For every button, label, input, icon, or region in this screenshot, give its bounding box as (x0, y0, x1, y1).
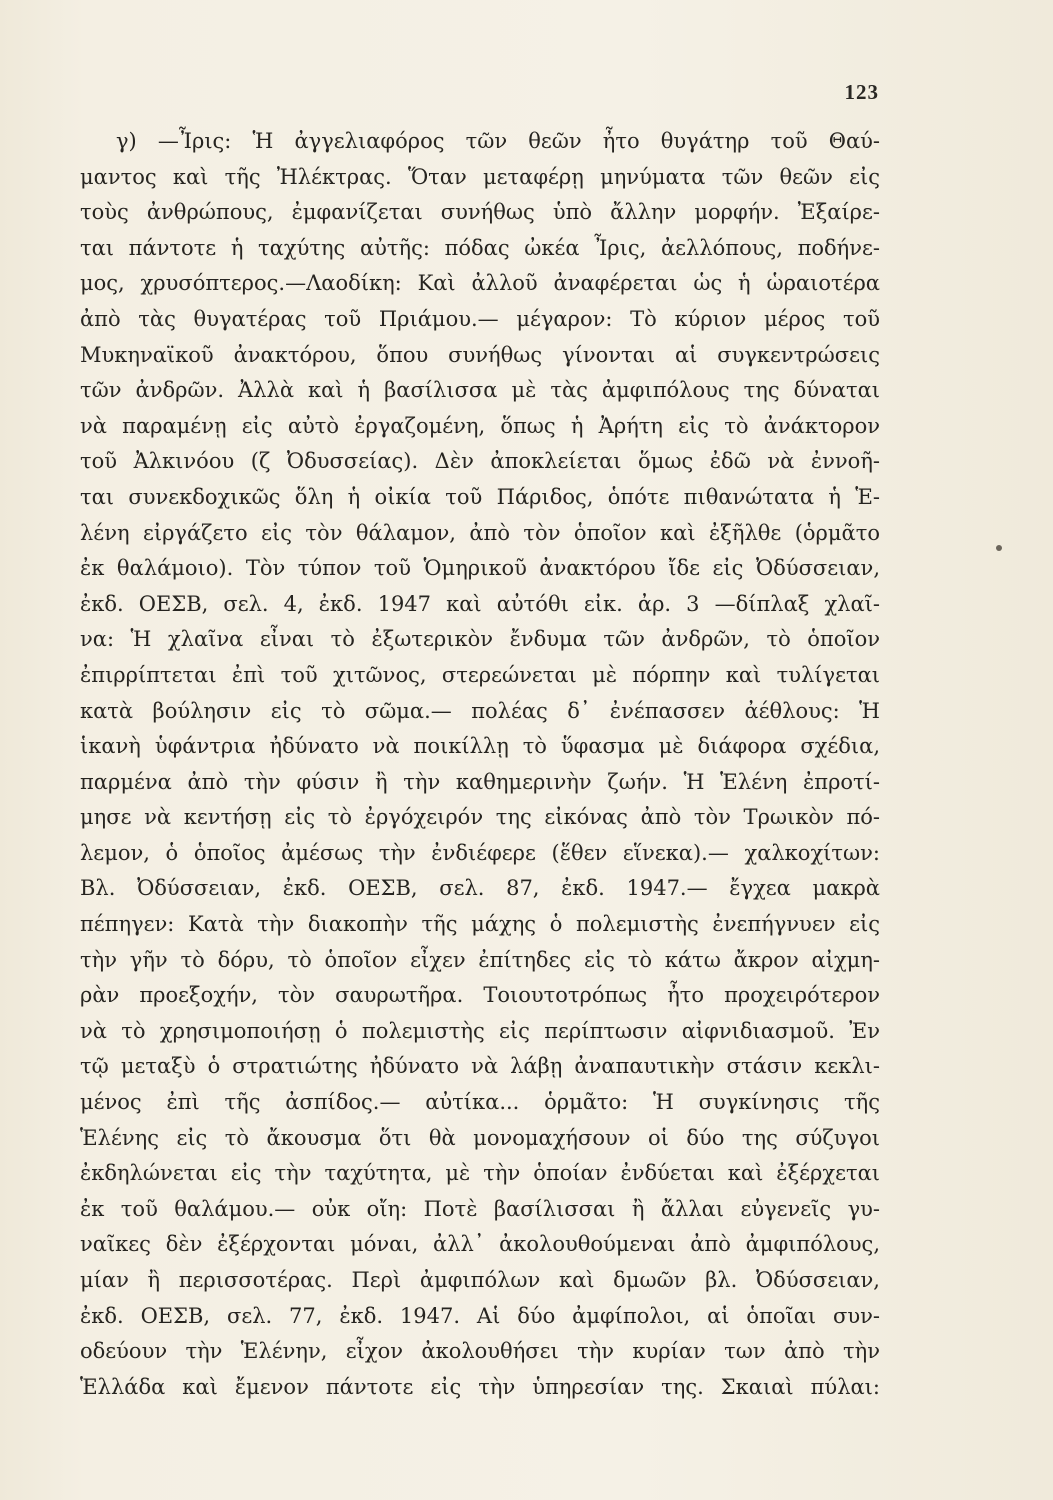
text-line: μησε νὰ κεντήσῃ εἰς τὸ ἐργόχειρόν της εἰκόνας ἀπὸ τὸν Τρωικὸν πό- (80, 805, 880, 830)
text-line: ἐκδ. ΟΕΣΒ, σελ. 77, ἐκδ. 1947. Αἱ δύο ἀμφίπολοι, αἱ ὁποῖαι συν- (80, 1303, 880, 1328)
text-line: λένη εἰργάζετο εἰς τὸν θάλαμον, ἀπὸ τὸν ὁποῖον καὶ ἐξῆλθε (ὁρμᾶτο (80, 520, 880, 545)
text-line: ἐπιρρίπτεται ἐπὶ τοῦ χιτῶνος, στερεώνεται μὲ πόρπην καὶ τυλίγεται (80, 662, 880, 687)
text-line: οδεύουν τὴν Ἑλένην, εἶχον ἀκολουθήσει τὴν κυρίαν των ἀπὸ τὴν (80, 1339, 880, 1364)
text-line: μίαν ἢ περισσοτέρας. Περὶ ἀμφιπόλων καὶ δμωῶν βλ. Ὀδύσσειαν, (80, 1268, 880, 1292)
text-line: γ) —Ἶρις: Ἡ ἀγγελιαφόρος τῶν θεῶν ἦτο θυγάτηρ τοῦ Θαύ- (116, 129, 880, 153)
text-line: να: Ἡ χλαῖνα εἶναι τὸ ἐξωτερικὸν ἔνδυμα τῶν ἀνδρῶν, τὸ ὁποῖον (80, 627, 880, 652)
text-line: τὴν γῆν τὸ δόρυ, τὸ ὁποῖον εἶχεν ἐπίτηδες εἰς τὸ κάτω ἄκρον αἰχμη- (80, 947, 880, 972)
commentary-text (80, 124, 880, 1405)
text-line: ται συνεκδοχικῶς ὅλη ἡ οἰκία τοῦ Πάριδος, ὁπότε πιθανώτατα ἡ Ἑ- (80, 484, 880, 509)
text-line: τοὺς ἀνθρώπους, ἐμφανίζεται συνήθως ὑπὸ ἄλλην μορφήν. Ἐξαίρε- (80, 200, 880, 225)
text-line: Ἑλλάδα καὶ ἔμενον πάντοτε εἰς τὴν ὑπηρεσίαν της. Σκαιαὶ πύλαι: (80, 1374, 880, 1399)
text-line: πέπηγεν: Κατὰ τὴν διακοπὴν τῆς μάχης ὁ πολεμιστὴς ἐνεπήγνυεν εἰς (80, 912, 880, 937)
text-line: κατὰ βούλησιν εἰς τὸ σῶμα.— πολέας δ᾽ ἐνέπασσεν ἀέθλους: Ἡ (80, 698, 880, 723)
text-line: ἐκ θαλάμοιο). Τὸν τύπον τοῦ Ὁμηρικοῦ ἀνακτόρου ἴδε εἰς Ὀδύσσειαν, (80, 556, 880, 581)
text-line: ἐκ τοῦ θαλάμου.— οὐκ οἴη: Ποτὲ βασίλισσαι ἢ ἄλλαι εὐγενεῖς γυ- (80, 1196, 880, 1221)
text-line: Ἑλένης εἰς τὸ ἄκουσμα ὅτι θὰ μονομαχήσουν οἱ δύο της σύζυγοι (80, 1125, 880, 1150)
text-line: λεμον, ὁ ὁποῖος ἀμέσως τὴν ἐνδιέφερε (ἕθεν εἵνεκα).— χαλκοχίτων: (80, 840, 880, 865)
text-line: νὰ παραμένῃ εἰς αὐτὸ ἐργαζομένη, ὅπως ἡ Ἀρήτη εἰς τὸ ἀνάκτορον (80, 413, 880, 438)
text-line: Βλ. Ὀδύσσειαν, ἐκδ. ΟΕΣΒ, σελ. 87, ἐκδ. 1947.— ἔγχεα μακρὰ (80, 876, 880, 901)
print-speck (996, 545, 1002, 551)
text-line: τοῦ Ἀλκινόου (ζ Ὀδυσσείας). Δὲν ἀποκλείεται ὅμως ἐδῶ νὰ ἐννοῆ- (80, 449, 880, 474)
text-line: ἐκδηλώνεται εἰς τὴν ταχύτητα, μὲ τὴν ὁποίαν ἐνδύεται καὶ ἐξέρχεται (80, 1161, 880, 1186)
text-line: ἱκανὴ ὑφάντρια ἠδύνατο νὰ ποικίλλῃ τὸ ὕφασμα μὲ διάφορα σχέδια, (80, 734, 880, 759)
text-line: τῷ μεταξὺ ὁ στρατιώτης ἠδύνατο νὰ λάβῃ ἀναπαυτικὴν στάσιν κεκλι- (80, 1054, 880, 1079)
text-line: μένος ἐπὶ τῆς ἀσπίδος.— αὐτίκα... ὁρμᾶτο: Ἡ συγκίνησις τῆς (80, 1090, 880, 1115)
text-line: μος, χρυσόπτερος.—Λαοδίκη: Καὶ ἀλλοῦ ἀναφέρεται ὡς ἡ ὡραιοτέρα (80, 271, 880, 296)
text-line: μαντος καὶ τῆς Ἠλέκτρας. Ὅταν μεταφέρῃ μηνύματα τῶν θεῶν εἰς (80, 164, 880, 189)
text-line: νὰ τὸ χρησιμοποιήσῃ ὁ πολεμιστὴς εἰς περίπτωσιν αἰφνιδιασμοῦ. Ἐν (80, 1018, 880, 1043)
text-line: τῶν ἀνδρῶν. Ἀλλὰ καὶ ἡ βασίλισσα μὲ τὰς ἀμφιπόλους της δύναται (80, 378, 880, 403)
text-line: ἀπὸ τὰς θυγατέρας τοῦ Πριάμου.— μέγαρον: Τὸ κύριον μέρος τοῦ (80, 306, 880, 331)
text-line: ἐκδ. ΟΕΣΒ, σελ. 4, ἐκδ. 1947 καὶ αὐτόθι εἰκ. ἀρ. 3 —δίπλαξ χλαῖ- (80, 591, 880, 616)
page-number: 123 (844, 80, 879, 104)
text-line: ται πάντοτε ἡ ταχύτης αὐτῆς: πόδας ὠκέα Ἶρις, ἀελλόπους, ποδήνε- (80, 235, 880, 260)
text-line: Μυκηναϊκοῦ ἀνακτόρου, ὅπου συνήθως γίνονται αἱ συγκεντρώσεις (80, 342, 880, 367)
text-line: παρμένα ἀπὸ τὴν φύσιν ἢ τὴν καθημερινὴν ζωήν. Ἡ Ἑλένη ἐπροτί- (80, 769, 880, 794)
text-line: ρὰν προεξοχήν, τὸν σαυρωτῆρα. Τοιουτοτρόπως ἦτο προχειρότερον (80, 983, 880, 1008)
text-line: ναῖκες δὲν ἐξέρχονται μόναι, ἀλλ᾽ ἀκολουθούμεναι ἀπὸ ἀμφιπόλους, (80, 1232, 880, 1257)
